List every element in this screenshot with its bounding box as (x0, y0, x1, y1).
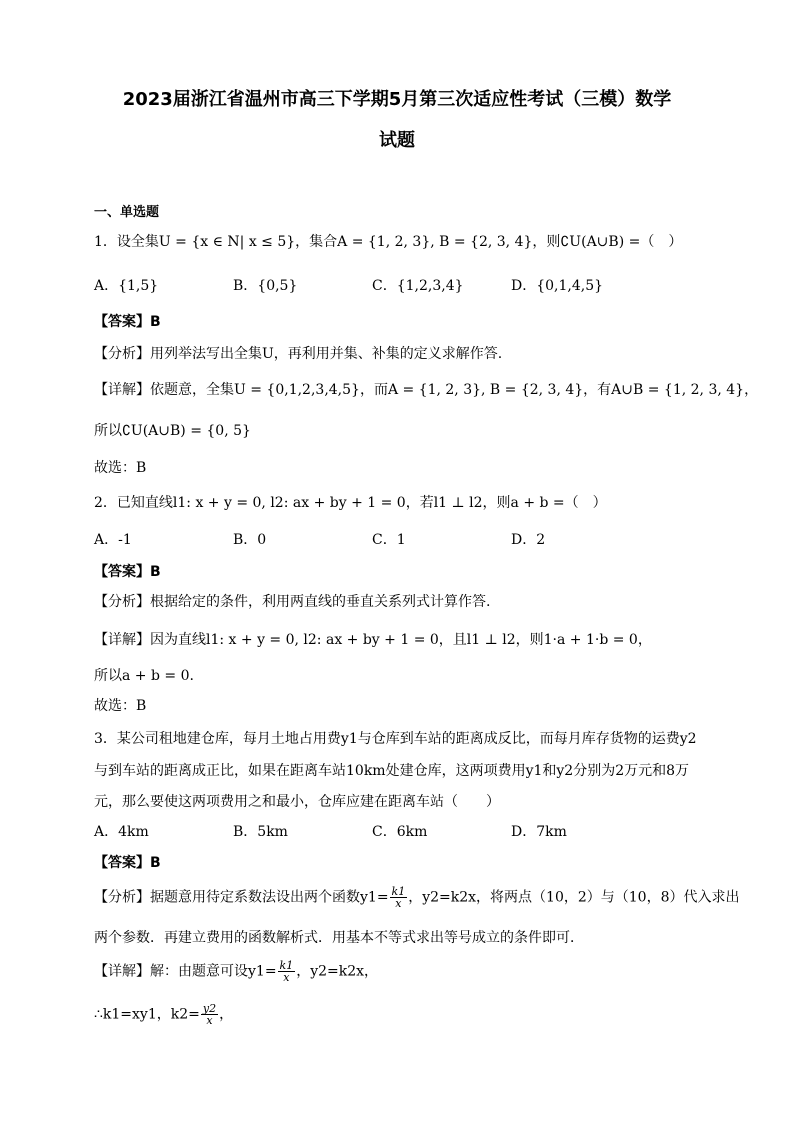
fraction-numerator: k1 (279, 959, 294, 972)
q1-stem: 1．设全集U = {x ∈ N| x ≤ 5}，集合A = {1, 2, 3}, B = {2, 3, 4}，则∁U(A∪B) =（ ） (94, 234, 683, 250)
q3-analysis-line1 (94, 886, 740, 909)
q1-option-b: B．{0,5} (233, 278, 298, 294)
fraction (278, 960, 296, 983)
q1-detail: 【详解】依题意，全集U = {0,1,2,3,4,5}，而A = {1, 2, 3}, B = {2, 3, 4}，有A∪B = {1, 2, 3, 4}， (94, 382, 759, 398)
q1-option-d: D．{0,1,4,5} (511, 278, 604, 294)
fraction-numerator: y2 (202, 1002, 217, 1015)
q3-stem-line2: 与到车站的距离成正比，如果在距离车站10km处建仓库，这两项费用y1和y2分别为2万元和8万 (94, 763, 690, 779)
q3-option-b: B．5km (233, 824, 288, 840)
q3-stem-line3: 元，那么要使这两项费用之和最小，仓库应建在距离车站（ ） (94, 794, 500, 810)
fraction-denominator: x (395, 897, 402, 910)
q3-analysis-line2: 两个参数．再建立费用的函数解析式．用基本不等式求出等号成立的条件即可． (94, 930, 584, 946)
q1-detail2: 所以∁U(A∪B) = {0, 5} (94, 423, 251, 439)
q3-analysis-pre: 【分析】据题意用待定系数法设出两个函数y1= (94, 889, 389, 906)
fraction (201, 1003, 218, 1026)
q2-option-a: A．-1 (94, 532, 132, 548)
q3-option-d: D．7km (511, 824, 567, 840)
q3-detail-pre: 【详解】解：由题意可设y1= (94, 963, 277, 980)
q2-analysis: 【分析】根据给定的条件，利用两直线的垂直关系列式计算作答. (94, 594, 491, 610)
fraction (390, 886, 408, 909)
section-heading: 一、单选题 (94, 205, 160, 220)
q3-detail-line2 (94, 1003, 233, 1026)
q3-answer: 【答案】B (94, 855, 161, 871)
fraction-denominator: x (283, 971, 290, 984)
q2-stem: 2．已知直线l1: x + y = 0, l2: ax + by + 1 = 0，若l1 ⊥ l2，则a + b =（ ） (94, 495, 607, 511)
fraction-denominator: x (206, 1014, 213, 1027)
q1-option-c: C．{1,2,3,4} (372, 278, 464, 294)
q2-answer: 【答案】B (94, 564, 161, 580)
q2-option-c: C．1 (372, 532, 406, 548)
q3-detail-post: ，y2=k2x， (296, 963, 379, 980)
fraction-numerator: k1 (391, 885, 406, 898)
q2-choose: 故选：B (94, 698, 147, 714)
q1-analysis: 【分析】用列举法写出全集U，再利用并集、补集的定义求解作答. (94, 346, 503, 362)
doc-title-line2: 试题 (379, 130, 415, 151)
q1-choose: 故选：B (94, 460, 147, 476)
q3-option-a: A．4km (94, 824, 149, 840)
q3-detail-line1 (94, 960, 378, 983)
q3-last-pre: ∴k1=xy1，k2= (94, 1006, 200, 1023)
q2-detail: 【详解】因为直线l1: x + y = 0, l2: ax + by + 1 = 0，且l1 ⊥ l2，则1·a + 1·b = 0， (94, 632, 652, 648)
q2-option-d: D．2 (511, 532, 546, 548)
q3-option-c: C．6km (372, 824, 428, 840)
q2-detail2: 所以a + b = 0. (94, 668, 194, 684)
q2-option-b: B．0 (233, 532, 267, 548)
q3-last-post: ， (219, 1006, 234, 1023)
q1-answer: 【答案】B (94, 314, 161, 330)
q3-stem-line1: 3．某公司租地建仓库，每月土地占用费y1与仓库到车站的距离成反比，而每月库存货物的运费y2 (94, 731, 697, 747)
doc-title-line1: 2023届浙江省温州市高三下学期5月第三次适应性考试（三模）数学 (122, 89, 672, 110)
q3-analysis-post: ，y2=k2x，将两点（10，2）与（10，8）代入求出 (408, 889, 740, 906)
q1-option-a: A．{1,5} (94, 278, 159, 294)
